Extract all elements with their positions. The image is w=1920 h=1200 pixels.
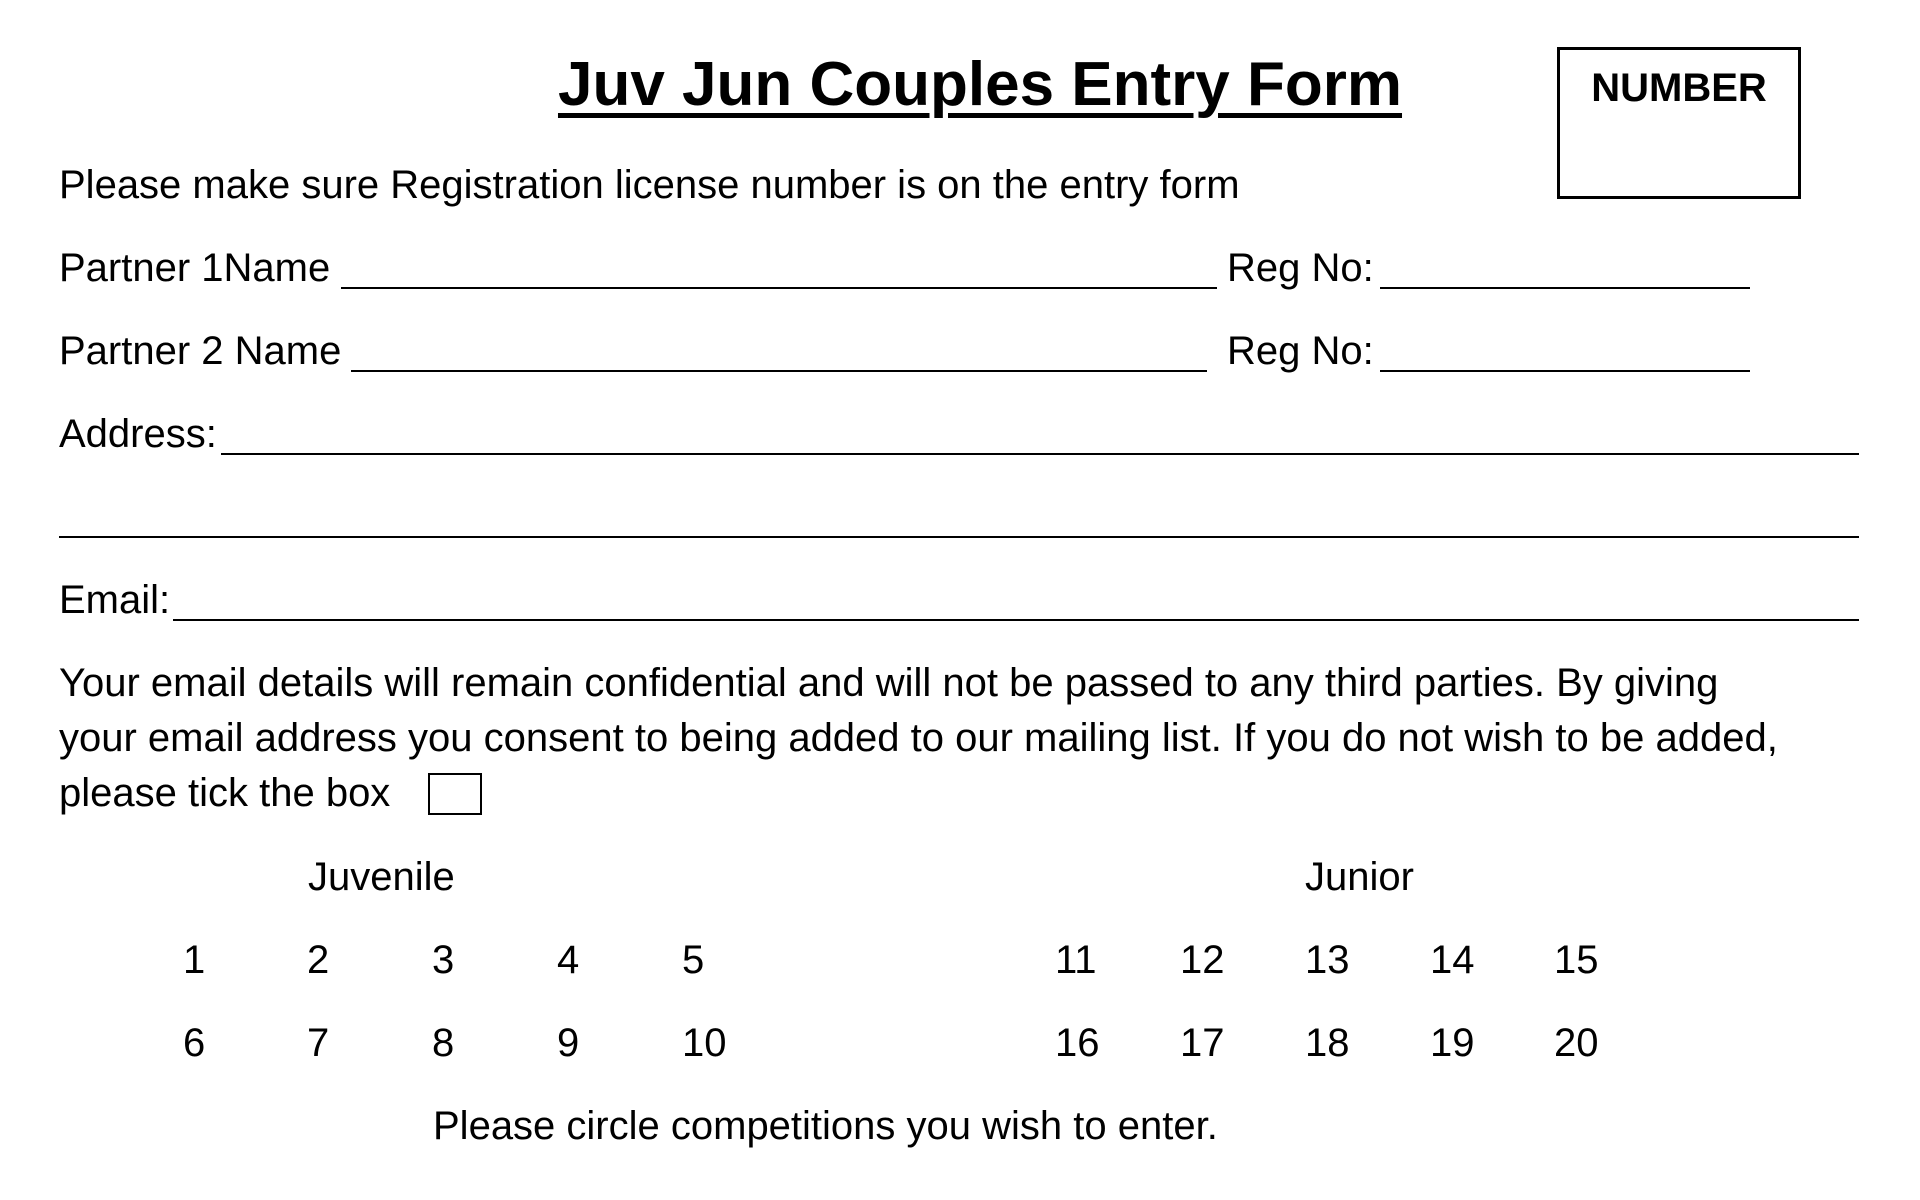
partner2-reg-no-label: Reg No: bbox=[1227, 329, 1374, 373]
mailing-list-opt-out-checkbox[interactable] bbox=[428, 773, 482, 815]
number-box[interactable] bbox=[1557, 47, 1801, 199]
competition-17[interactable]: 17 bbox=[1180, 1021, 1225, 1065]
partner1-reg-no-label: Reg No: bbox=[1227, 246, 1374, 290]
competition-20[interactable]: 20 bbox=[1554, 1021, 1599, 1065]
address-field-line2[interactable] bbox=[59, 536, 1859, 538]
competition-19[interactable]: 19 bbox=[1430, 1021, 1475, 1065]
competition-11[interactable]: 11 bbox=[1055, 938, 1097, 982]
privacy-line-3: please tick the box bbox=[59, 771, 391, 815]
juvenile-heading: Juvenile bbox=[308, 855, 455, 899]
competition-12[interactable]: 12 bbox=[1180, 938, 1225, 982]
competition-8[interactable]: 8 bbox=[432, 1021, 455, 1065]
partner1-name-label: Partner 1Name bbox=[59, 246, 331, 290]
partner1-reg-no-field[interactable] bbox=[1380, 287, 1750, 289]
competition-4[interactable]: 4 bbox=[557, 938, 580, 982]
competition-1[interactable]: 1 bbox=[183, 938, 206, 982]
competition-6[interactable]: 6 bbox=[183, 1021, 206, 1065]
competition-14[interactable]: 14 bbox=[1430, 938, 1475, 982]
competition-3[interactable]: 3 bbox=[432, 938, 455, 982]
competition-15[interactable]: 15 bbox=[1554, 938, 1599, 982]
privacy-line-1: Your email details will remain confidential and will not be passed to any third parties. By giving bbox=[59, 661, 1719, 705]
competition-7[interactable]: 7 bbox=[307, 1021, 330, 1065]
competition-2[interactable]: 2 bbox=[307, 938, 330, 982]
competition-10[interactable]: 10 bbox=[682, 1021, 727, 1065]
competition-13[interactable]: 13 bbox=[1305, 938, 1350, 982]
partner2-name-label: Partner 2 Name bbox=[59, 329, 342, 373]
competition-16[interactable]: 16 bbox=[1055, 1021, 1100, 1065]
competition-5[interactable]: 5 bbox=[682, 938, 705, 982]
partner1-name-field[interactable] bbox=[341, 287, 1217, 289]
circle-competitions-note: Please circle competitions you wish to enter. bbox=[433, 1104, 1218, 1148]
privacy-line-2: your email address you consent to being added to our mailing list. If you do not wish to be added, bbox=[59, 716, 1778, 760]
partner2-name-field[interactable] bbox=[351, 370, 1207, 372]
address-field-line1[interactable] bbox=[221, 453, 1859, 455]
competition-9[interactable]: 9 bbox=[557, 1021, 580, 1065]
email-field[interactable] bbox=[173, 619, 1859, 621]
competition-18[interactable]: 18 bbox=[1305, 1021, 1350, 1065]
form-title-text: Juv Jun Couples Entry Form bbox=[557, 50, 1403, 119]
junior-heading: Junior bbox=[1305, 855, 1414, 899]
address-label: Address: bbox=[59, 412, 217, 456]
number-box-label: NUMBER bbox=[1591, 66, 1767, 110]
registration-instruction: Please make sure Registration license number is on the entry form bbox=[59, 163, 1240, 207]
email-label: Email: bbox=[59, 578, 171, 622]
partner2-reg-no-field[interactable] bbox=[1380, 370, 1750, 372]
